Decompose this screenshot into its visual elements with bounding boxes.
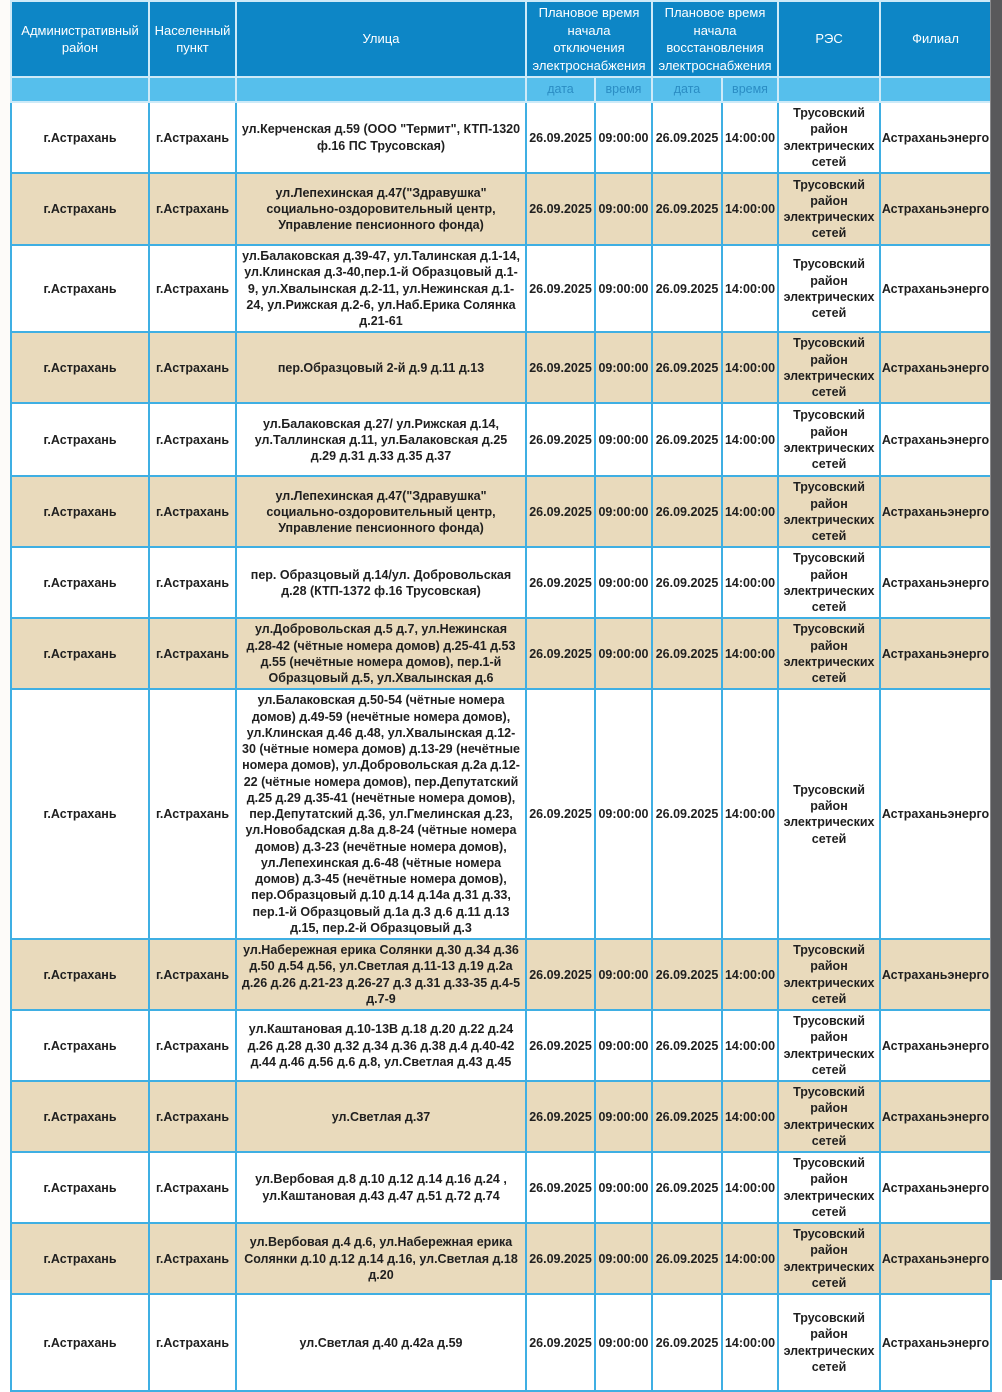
- cell-branch: Астраханьэнерго: [880, 1010, 991, 1081]
- cell-outage_date: 26.09.2025: [526, 403, 595, 476]
- cell-restore_time: 14:00:00: [722, 547, 778, 618]
- cell-street: ул.Балаковская д.27/ ул.Рижская д.14, ул.Таллинская д.11, ул.Балаковская д.25 д.29 д.31 д.33 д.35 д.37: [236, 403, 526, 476]
- cell-district: г.Астрахань: [11, 618, 149, 689]
- cell-outage_date: 26.09.2025: [526, 547, 595, 618]
- table-row: [11, 547, 991, 618]
- cell-street: ул.Лепехинская д.47("Здравушка" социально-оздоровительный центр, Управление пенсионного фонда): [236, 476, 526, 547]
- cell-outage_time: 09:00:00: [595, 1223, 652, 1294]
- cell-district: г.Астрахань: [11, 173, 149, 245]
- cell-restore_time: 14:00:00: [722, 1223, 778, 1294]
- cell-district: г.Астрахань: [11, 1152, 149, 1223]
- cell-district: г.Астрахань: [11, 1223, 149, 1294]
- cell-outage_time: 09:00:00: [595, 1081, 652, 1152]
- cell-outage_date: 26.09.2025: [526, 1081, 595, 1152]
- cell-res: Трусовский район электрических сетей: [778, 102, 880, 173]
- cell-outage_date: 26.09.2025: [526, 173, 595, 245]
- cell-outage_date: 26.09.2025: [526, 1223, 595, 1294]
- cell-outage_time: 09:00:00: [595, 403, 652, 476]
- cell-outage_time: 09:00:00: [595, 102, 652, 173]
- cell-outage_time: 09:00:00: [595, 618, 652, 689]
- cell-outage_date: 26.09.2025: [526, 1294, 595, 1391]
- cell-res: Трусовский район электрических сетей: [778, 547, 880, 618]
- cell-street: ул.Добровольская д.5 д.7, ул.Нежинская д.28-42 (чётные номера домов) д.25-41 д.53 д.55 (нечётные номера домов), пер.1-й Образцовый д.5, ул.Хвалынская д.6: [236, 618, 526, 689]
- cell-settlement: г.Астрахань: [149, 1223, 236, 1294]
- table-row: [11, 939, 991, 1010]
- cell-district: г.Астрахань: [11, 476, 149, 547]
- cell-res: Трусовский район электрических сетей: [778, 939, 880, 1010]
- cell-branch: Астраханьэнерго: [880, 547, 991, 618]
- cell-settlement: г.Астрахань: [149, 332, 236, 403]
- cell-district: г.Астрахань: [11, 939, 149, 1010]
- table-row: [11, 332, 991, 403]
- cell-outage_time: 09:00:00: [595, 476, 652, 547]
- cell-outage_date: 26.09.2025: [526, 245, 595, 332]
- cell-branch: Астраханьэнерго: [880, 689, 991, 939]
- cell-street: ул.Лепехинская д.47("Здравушка" социально-оздоровительный центр, Управление пенсионного фонда): [236, 173, 526, 245]
- cell-restore_date: 26.09.2025: [652, 939, 722, 1010]
- cell-outage_date: 26.09.2025: [526, 689, 595, 939]
- cell-branch: Астраханьэнерго: [880, 1081, 991, 1152]
- cell-outage_date: 26.09.2025: [526, 476, 595, 547]
- cell-restore_time: 14:00:00: [722, 618, 778, 689]
- cell-restore_date: 26.09.2025: [652, 245, 722, 332]
- cell-district: г.Астрахань: [11, 403, 149, 476]
- table-row: [11, 173, 991, 245]
- cell-district: г.Астрахань: [11, 245, 149, 332]
- cell-settlement: г.Астрахань: [149, 476, 236, 547]
- table-row: [11, 476, 991, 547]
- table-row: [11, 618, 991, 689]
- cell-branch: Астраханьэнерго: [880, 939, 991, 1010]
- cell-street: пер. Образцовый д.14/ул. Добровольская д.28 (КТП-1372 ф.16 Трусовская): [236, 547, 526, 618]
- cell-outage_date: 26.09.2025: [526, 332, 595, 403]
- table-body: [11, 102, 991, 1391]
- subheader-restore-time: время: [722, 77, 778, 102]
- cell-outage_time: 09:00:00: [595, 1294, 652, 1391]
- cell-street: ул.Балаковская д.39-47, ул.Талинская д.1-14, ул.Клинская д.3-40,пер.1-й Образцовый д.1-9, ул.Хвалынская д.2-11, ул.Нежинская д.1-24, ул.Рижская д.2-6, ул.Наб.Ерика Солянка д.21-61: [236, 245, 526, 332]
- cell-restore_date: 26.09.2025: [652, 332, 722, 403]
- cell-restore_date: 26.09.2025: [652, 547, 722, 618]
- table-row: [11, 403, 991, 476]
- cell-street: ул.Светлая д.37: [236, 1081, 526, 1152]
- cell-branch: Астраханьэнерго: [880, 403, 991, 476]
- cell-restore_time: 14:00:00: [722, 332, 778, 403]
- cell-settlement: г.Астрахань: [149, 403, 236, 476]
- subheader-empty-branch: [880, 77, 991, 102]
- table-row: [11, 245, 991, 332]
- cell-outage_date: 26.09.2025: [526, 618, 595, 689]
- cell-street: ул.Светлая д.40 д.42а д.59: [236, 1294, 526, 1391]
- cell-settlement: г.Астрахань: [149, 689, 236, 939]
- cell-branch: Астраханьэнерго: [880, 332, 991, 403]
- cell-settlement: г.Астрахань: [149, 1010, 236, 1081]
- subheader-empty-district: [11, 77, 149, 102]
- cell-restore_date: 26.09.2025: [652, 1081, 722, 1152]
- col-header-branch: Филиал: [880, 1, 991, 77]
- table-row: [11, 1152, 991, 1223]
- cell-street: ул.Вербовая д.8 д.10 д.12 д.14 д.16 д.24 , ул.Каштановая д.43 д.47 д.51 д.72 д.74: [236, 1152, 526, 1223]
- outage-table-wrap: [10, 0, 990, 1374]
- table-row: [11, 689, 991, 939]
- cell-outage_date: 26.09.2025: [526, 102, 595, 173]
- cell-res: Трусовский район электрических сетей: [778, 1294, 880, 1391]
- cell-res: Трусовский район электрических сетей: [778, 332, 880, 403]
- cell-district: г.Астрахань: [11, 689, 149, 939]
- cell-res: Трусовский район электрических сетей: [778, 476, 880, 547]
- cell-res: Трусовский район электрических сетей: [778, 1152, 880, 1223]
- cell-outage_date: 26.09.2025: [526, 939, 595, 1010]
- cell-branch: Астраханьэнерго: [880, 102, 991, 173]
- outage-table: [10, 0, 992, 1392]
- cell-outage_time: 09:00:00: [595, 939, 652, 1010]
- cell-settlement: г.Астрахань: [149, 102, 236, 173]
- cell-street: ул.Каштановая д.10-13В д.18 д.20 д.22 д.24 д.26 д.28 д.30 д.32 д.34 д.36 д.38 д.4 д.40-42 д.44 д.46 д.56 д.6 д.8, ул.Светлая д.43 д.45: [236, 1010, 526, 1081]
- cell-restore_date: 26.09.2025: [652, 173, 722, 245]
- cell-restore_time: 14:00:00: [722, 939, 778, 1010]
- cell-res: Трусовский район электрических сетей: [778, 1081, 880, 1152]
- cell-outage_time: 09:00:00: [595, 332, 652, 403]
- cell-restore_time: 14:00:00: [722, 476, 778, 547]
- cell-outage_date: 26.09.2025: [526, 1010, 595, 1081]
- cell-restore_time: 14:00:00: [722, 403, 778, 476]
- table-row: [11, 1010, 991, 1081]
- cell-branch: Астраханьэнерго: [880, 1223, 991, 1294]
- cell-restore_date: 26.09.2025: [652, 689, 722, 939]
- cell-branch: Астраханьэнерго: [880, 173, 991, 245]
- cell-restore_date: 26.09.2025: [652, 1010, 722, 1081]
- cell-district: г.Астрахань: [11, 1010, 149, 1081]
- subheader-restore-date: дата: [652, 77, 722, 102]
- subheader-empty-street: [236, 77, 526, 102]
- cell-settlement: г.Астрахань: [149, 618, 236, 689]
- cell-restore_date: 26.09.2025: [652, 618, 722, 689]
- col-header-street: Улица: [236, 1, 526, 77]
- cell-branch: Астраханьэнерго: [880, 1294, 991, 1391]
- cell-res: Трусовский район электрических сетей: [778, 689, 880, 939]
- vertical-scrollbar[interactable]: [990, 0, 1002, 1280]
- cell-settlement: г.Астрахань: [149, 173, 236, 245]
- table-row: [11, 1294, 991, 1391]
- subheader-outage-time: время: [595, 77, 652, 102]
- cell-restore_date: 26.09.2025: [652, 102, 722, 173]
- cell-settlement: г.Астрахань: [149, 1081, 236, 1152]
- cell-restore_date: 26.09.2025: [652, 1294, 722, 1391]
- cell-outage_time: 09:00:00: [595, 1010, 652, 1081]
- cell-district: г.Астрахань: [11, 547, 149, 618]
- cell-restore_time: 14:00:00: [722, 1152, 778, 1223]
- cell-restore_time: 14:00:00: [722, 1010, 778, 1081]
- cell-street: ул.Балаковская д.50-54 (чётные номера домов) д.49-59 (нечётные номера домов), ул.Клинская д.46 д.48, ул.Хвалынская д.12-30 (чётные номера домов) д.13-29 (нечётные номера домов), ул.Добровольская д.2а д.12-22 (чётные номера домов), пер.Депутатский д.25 д.29 д.35-41 (нечётные номера домов), пер.Депутатский д.36, ул.Гмелинская д.23, ул.Новобадская д.8а д.8-24 (чётные номера домов) д.3-23 (нечётные номера домов), ул.Лепехинская д.6-48 (чётные номера домов) д.3-45 (нечётные номера домов), пер.Образцовый д.10 д.14 д.14а д.31 д.33, пер.1-й Образцовый д.1а д.3 д.6 д.11 д.13 д.15, пер.2-й Образцовый д.3: [236, 689, 526, 939]
- cell-restore_time: 14:00:00: [722, 1081, 778, 1152]
- cell-res: Трусовский район электрических сетей: [778, 173, 880, 245]
- cell-district: г.Астрахань: [11, 1294, 149, 1391]
- cell-street: ул.Вербовая д.4 д.6, ул.Набережная ерика Солянки д.10 д.12 д.14 д.16, ул.Светлая д.18 д.20: [236, 1223, 526, 1294]
- cell-street: ул.Керченская д.59 (ООО "Термит", КТП-1320 ф.16 ПС Трусовская): [236, 102, 526, 173]
- subheader-row: [11, 77, 991, 102]
- cell-res: Трусовский район электрических сетей: [778, 245, 880, 332]
- cell-outage_time: 09:00:00: [595, 547, 652, 618]
- cell-district: г.Астрахань: [11, 332, 149, 403]
- cell-district: г.Астрахань: [11, 102, 149, 173]
- cell-settlement: г.Астрахань: [149, 939, 236, 1010]
- cell-restore_time: 14:00:00: [722, 689, 778, 939]
- table-row: [11, 1223, 991, 1294]
- cell-restore_date: 26.09.2025: [652, 476, 722, 547]
- table-row: [11, 1081, 991, 1152]
- cell-res: Трусовский район электрических сетей: [778, 403, 880, 476]
- cell-branch: Астраханьэнерго: [880, 476, 991, 547]
- cell-outage_time: 09:00:00: [595, 1152, 652, 1223]
- cell-settlement: г.Астрахань: [149, 1152, 236, 1223]
- cell-res: Трусовский район электрических сетей: [778, 618, 880, 689]
- cell-settlement: г.Астрахань: [149, 1294, 236, 1391]
- cell-branch: Астраханьэнерго: [880, 618, 991, 689]
- cell-branch: Астраханьэнерго: [880, 1152, 991, 1223]
- left-gutter: [0, 0, 10, 1280]
- cell-res: Трусовский район электрических сетей: [778, 1010, 880, 1081]
- cell-restore_time: 14:00:00: [722, 173, 778, 245]
- cell-restore_time: 14:00:00: [722, 102, 778, 173]
- subheader-empty-settlement: [149, 77, 236, 102]
- cell-street: ул.Набережная ерика Солянки д.30 д.34 д.36 д.50 д.54 д.56, ул.Светлая д.11-13 д.19 д.2а д.26 д.26 д.21-23 д.26-27 д.3 д.31 д.33-35 д.4-5 д.7-9: [236, 939, 526, 1010]
- col-header-administrative-district: Административный район: [11, 1, 149, 77]
- cell-restore_date: 26.09.2025: [652, 1152, 722, 1223]
- cell-branch: Астраханьэнерго: [880, 245, 991, 332]
- cell-restore_time: 14:00:00: [722, 1294, 778, 1391]
- col-header-res: РЭС: [778, 1, 880, 77]
- cell-restore_date: 26.09.2025: [652, 1223, 722, 1294]
- cell-restore_date: 26.09.2025: [652, 403, 722, 476]
- table-row: [11, 102, 991, 173]
- cell-street: пер.Образцовый 2-й д.9 д.11 д.13: [236, 332, 526, 403]
- header-row: [11, 1, 991, 77]
- cell-outage_time: 09:00:00: [595, 689, 652, 939]
- cell-settlement: г.Астрахань: [149, 547, 236, 618]
- cell-outage_time: 09:00:00: [595, 173, 652, 245]
- cell-res: Трусовский район электрических сетей: [778, 1223, 880, 1294]
- subheader-empty-res: [778, 77, 880, 102]
- cell-settlement: г.Астрахань: [149, 245, 236, 332]
- col-header-restore-start: Плановое время начала восстановления электроснабжения: [652, 1, 778, 77]
- cell-restore_time: 14:00:00: [722, 245, 778, 332]
- subheader-outage-date: дата: [526, 77, 595, 102]
- cell-district: г.Астрахань: [11, 1081, 149, 1152]
- col-header-outage-start: Плановое время начала отключения электроснабжения: [526, 1, 652, 77]
- cell-outage_time: 09:00:00: [595, 245, 652, 332]
- table-header: [11, 1, 991, 102]
- col-header-settlement: Населенный пункт: [149, 1, 236, 77]
- cell-outage_date: 26.09.2025: [526, 1152, 595, 1223]
